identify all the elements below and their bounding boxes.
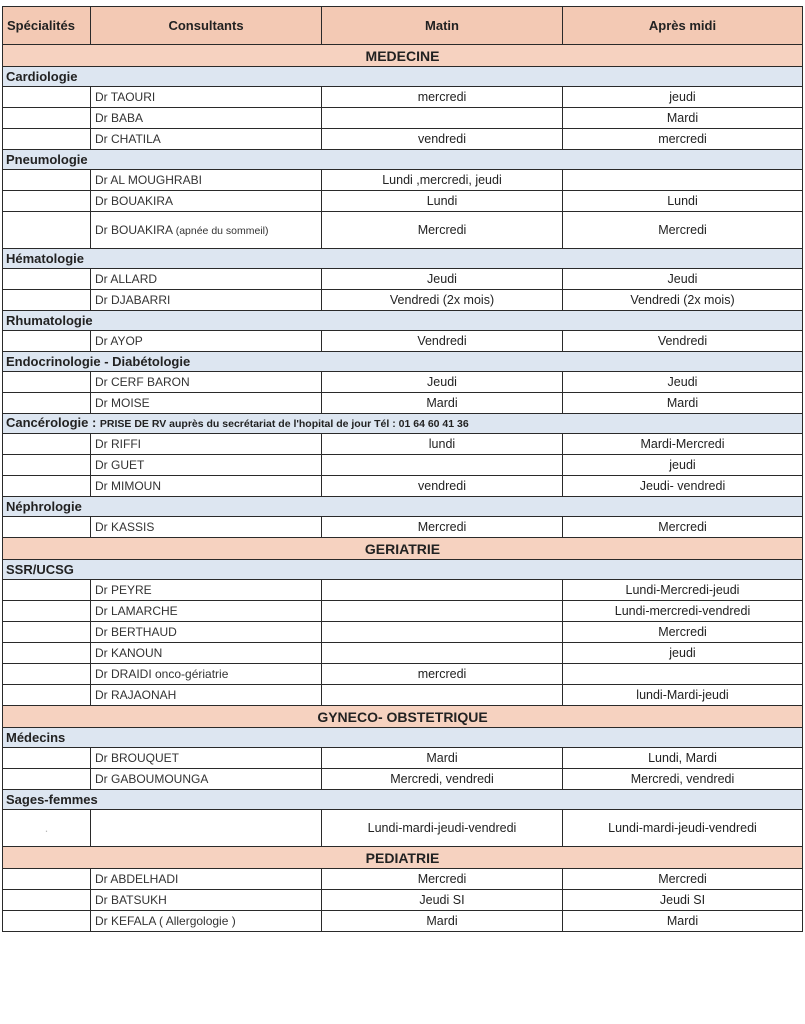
consultant-row xyxy=(3,191,803,212)
specialty-blank-cell xyxy=(3,911,91,932)
specialty-blank-cell xyxy=(3,290,91,311)
consultant-row xyxy=(3,212,803,249)
consultant-row xyxy=(3,664,803,685)
apres-midi-cell: Jeudi- vendredi xyxy=(563,476,803,497)
apres-midi-cell: jeudi xyxy=(563,87,803,108)
consultant-name-text: Dr CHATILA xyxy=(95,132,161,146)
specialty-row xyxy=(3,414,803,434)
specialty-blank-cell xyxy=(3,393,91,414)
consultant-name xyxy=(91,434,322,455)
consultant-name xyxy=(91,87,322,108)
consultant-row xyxy=(3,372,803,393)
specialty-blank-cell xyxy=(3,476,91,497)
matin-cell: Vendredi (2x mois) xyxy=(322,290,563,311)
header-matin: Matin xyxy=(322,7,563,45)
specialty-blank-cell xyxy=(3,191,91,212)
specialty-row xyxy=(3,311,803,331)
apres-midi-cell: Jeudi xyxy=(563,372,803,393)
apres-midi-cell xyxy=(563,664,803,685)
consultant-name-text: Dr LAMARCHE xyxy=(95,604,178,618)
specialty-name: Néphrologie xyxy=(6,498,82,514)
specialty-row xyxy=(3,67,803,87)
consultant-name-text: Dr ABDELHADI xyxy=(95,872,179,886)
specialty-name: Rhumatologie xyxy=(6,312,93,328)
matin-cell: Mercredi xyxy=(322,517,563,538)
apres-midi-cell: Vendredi xyxy=(563,331,803,352)
consultant-row xyxy=(3,911,803,932)
section-row xyxy=(3,538,803,560)
consultant-name xyxy=(91,290,322,311)
consultant-row xyxy=(3,685,803,706)
consultant-name-text: Dr TAOURI xyxy=(95,90,156,104)
consultant-row xyxy=(3,622,803,643)
apres-midi-cell: Mardi xyxy=(563,393,803,414)
consultant-row xyxy=(3,517,803,538)
consultant-name xyxy=(91,622,322,643)
apres-midi-cell: lundi-Mardi-jeudi xyxy=(563,685,803,706)
specialty-blank-cell xyxy=(3,643,91,664)
consultant-name xyxy=(91,372,322,393)
consultant-row xyxy=(3,434,803,455)
specialty-cell xyxy=(3,150,803,170)
matin-cell: Lundi xyxy=(322,191,563,212)
apres-midi-cell: Lundi, Mardi xyxy=(563,748,803,769)
specialty-name: Sages-femmes xyxy=(6,791,98,807)
matin-cell: Lundi ,mercredi, jeudi xyxy=(322,170,563,191)
matin-cell: Mardi xyxy=(322,748,563,769)
specialty-row xyxy=(3,150,803,170)
consultant-row xyxy=(3,269,803,290)
specialty-blank-cell xyxy=(3,455,91,476)
consultant-name xyxy=(91,191,322,212)
consultant-row xyxy=(3,393,803,414)
consultant-name-text: Dr AL MOUGHRABI xyxy=(95,173,202,187)
specialty-blank-cell xyxy=(3,622,91,643)
matin-cell: mercredi xyxy=(322,664,563,685)
consultant-name-text: Dr DJABARRI xyxy=(95,293,171,307)
specialty-row xyxy=(3,790,803,810)
section-row xyxy=(3,706,803,728)
specialty-blank-cell xyxy=(3,87,91,108)
consultant-name xyxy=(91,269,322,290)
specialty-name: Médecins xyxy=(6,729,66,745)
matin-cell: mercredi xyxy=(322,87,563,108)
specialty-name: Hématologie xyxy=(6,250,85,266)
apres-midi-cell: Lundi-Mercredi-jeudi xyxy=(563,580,803,601)
consultant-row xyxy=(3,810,803,847)
consultant-name-text: Dr BATSUKH xyxy=(95,893,167,907)
matin-cell: Lundi-mardi-jeudi-vendredi xyxy=(322,810,563,847)
consultant-name-text: Dr BABA xyxy=(95,111,144,125)
specialty-cell xyxy=(3,67,803,87)
matin-cell: Mercredi, vendredi xyxy=(322,769,563,790)
specialty-cell xyxy=(3,352,803,372)
consultant-name xyxy=(91,810,322,847)
specialty-blank-cell xyxy=(3,580,91,601)
scan-mark: . xyxy=(44,821,49,835)
consultant-name xyxy=(91,769,322,790)
consultant-name xyxy=(91,911,322,932)
apres-midi-cell: Mercredi xyxy=(563,622,803,643)
specialty-cell xyxy=(3,560,803,580)
consultant-name-text: Dr GUET xyxy=(95,458,145,472)
header-row xyxy=(3,7,803,45)
apres-midi-cell: Lundi-mardi-jeudi-vendredi xyxy=(563,810,803,847)
consultant-note: (apnée du sommeil) xyxy=(175,224,269,237)
specialty-blank-cell xyxy=(3,810,91,847)
consultant-name xyxy=(91,476,322,497)
header-specialites: Spécialités xyxy=(3,7,91,45)
consultant-row xyxy=(3,869,803,890)
apres-midi-cell: Mercredi, vendredi xyxy=(563,769,803,790)
specialty-name: Pneumologie xyxy=(6,151,88,167)
consultant-name-text: Dr RIFFI xyxy=(95,437,141,451)
specialty-blank-cell xyxy=(3,769,91,790)
apres-midi-cell: Jeudi SI xyxy=(563,890,803,911)
specialty-blank-cell xyxy=(3,434,91,455)
apres-midi-cell: Mardi-Mercredi xyxy=(563,434,803,455)
apres-midi-cell: Mardi xyxy=(563,108,803,129)
consultant-name xyxy=(91,580,322,601)
consultant-row xyxy=(3,748,803,769)
specialty-blank-cell xyxy=(3,748,91,769)
consultant-name xyxy=(91,331,322,352)
consultant-name xyxy=(91,170,322,191)
matin-cell: vendredi xyxy=(322,476,563,497)
specialty-blank-cell xyxy=(3,129,91,150)
apres-midi-cell: Mercredi xyxy=(563,212,803,249)
consultant-name xyxy=(91,129,322,150)
consultant-row xyxy=(3,890,803,911)
consultant-name xyxy=(91,869,322,890)
consultant-row xyxy=(3,601,803,622)
apres-midi-cell: Vendredi (2x mois) xyxy=(563,290,803,311)
consultant-name xyxy=(91,890,322,911)
consultant-name xyxy=(91,685,322,706)
consultant-row xyxy=(3,170,803,191)
consultant-name-text: Dr GABOUMOUNGA xyxy=(95,772,209,786)
matin-cell: Mardi xyxy=(322,911,563,932)
consultant-row xyxy=(3,108,803,129)
specialty-name: Cancérologie : xyxy=(6,415,97,430)
matin-cell: Vendredi xyxy=(322,331,563,352)
schedule-document xyxy=(2,6,802,932)
specialty-blank-cell xyxy=(3,685,91,706)
consultant-name-text: Dr MIMOUN xyxy=(95,479,161,493)
matin-cell: Mardi xyxy=(322,393,563,414)
consultant-name-text: Dr KASSIS xyxy=(95,520,155,534)
consultant-name xyxy=(91,517,322,538)
consultant-name-text: Dr ALLARD xyxy=(95,272,158,286)
header-consultants: Consultants xyxy=(91,7,322,45)
apres-midi-cell: mercredi xyxy=(563,129,803,150)
consultant-row xyxy=(3,580,803,601)
consultant-name-text: Dr BROUQUET xyxy=(95,751,179,765)
specialty-cell xyxy=(3,249,803,269)
specialty-cell xyxy=(3,728,803,748)
specialty-name: SSR/UCSG xyxy=(6,561,74,577)
matin-cell xyxy=(322,580,563,601)
matin-cell: lundi xyxy=(322,434,563,455)
specialty-row xyxy=(3,560,803,580)
specialty-blank-cell xyxy=(3,108,91,129)
section-title: GYNECO- OBSTETRIQUE xyxy=(3,706,803,728)
consultant-name-text: Dr CERF BARON xyxy=(95,375,190,389)
specialty-blank-cell xyxy=(3,869,91,890)
section-title: PEDIATRIE xyxy=(3,847,803,869)
consultant-name-text: Dr RAJAONAH xyxy=(95,688,177,702)
consultant-name xyxy=(91,212,322,249)
consultant-name-text: Dr BOUAKIRA xyxy=(95,222,173,237)
consultant-name xyxy=(91,108,322,129)
specialty-blank-cell xyxy=(3,170,91,191)
section-row xyxy=(3,847,803,869)
consultant-name-text: Dr KANOUN xyxy=(95,646,163,660)
consultant-name-text: Dr BERTHAUD xyxy=(95,625,177,639)
section-row xyxy=(3,45,803,67)
specialty-cell xyxy=(3,497,803,517)
matin-cell xyxy=(322,601,563,622)
consultant-name-text: Dr KEFALA ( Allergologie ) xyxy=(95,914,236,928)
consultant-name xyxy=(91,643,322,664)
matin-cell: Mercredi xyxy=(322,869,563,890)
consultant-row xyxy=(3,455,803,476)
matin-cell xyxy=(322,643,563,664)
specialty-name: Endocrinologie - Diabétologie xyxy=(6,353,191,369)
specialty-note: PRISE DE RV auprès du secrétariat de l'hopital de jour Tél : 01 64 60 41 36 xyxy=(99,418,469,430)
consultation-table xyxy=(2,6,803,932)
consultant-name xyxy=(91,601,322,622)
matin-cell: Mercredi xyxy=(322,212,563,249)
specialty-blank-cell xyxy=(3,372,91,393)
section-title: MEDECINE xyxy=(3,45,803,67)
apres-midi-cell: jeudi xyxy=(563,643,803,664)
consultant-name xyxy=(91,664,322,685)
consultant-row xyxy=(3,129,803,150)
consultant-row xyxy=(3,331,803,352)
consultant-name xyxy=(91,393,322,414)
apres-midi-cell: Mercredi xyxy=(563,517,803,538)
apres-midi-cell: Mercredi xyxy=(563,869,803,890)
specialty-cell xyxy=(3,790,803,810)
apres-midi-cell: Jeudi xyxy=(563,269,803,290)
header-apres-midi: Après midi xyxy=(563,7,803,45)
specialty-name: Cardiologie xyxy=(6,68,78,84)
matin-cell xyxy=(322,685,563,706)
specialty-blank-cell xyxy=(3,212,91,249)
specialty-row xyxy=(3,728,803,748)
consultant-name xyxy=(91,455,322,476)
specialty-blank-cell xyxy=(3,601,91,622)
specialty-blank-cell xyxy=(3,664,91,685)
consultant-row xyxy=(3,476,803,497)
specialty-row xyxy=(3,249,803,269)
matin-cell xyxy=(322,455,563,476)
consultant-row xyxy=(3,290,803,311)
specialty-cell xyxy=(3,311,803,331)
consultant-name-text: Dr PEYRE xyxy=(95,583,152,597)
consultant-name-text: Dr MOISE xyxy=(95,396,150,410)
matin-cell: vendredi xyxy=(322,129,563,150)
specialty-row xyxy=(3,352,803,372)
apres-midi-cell: Lundi-mercredi-vendredi xyxy=(563,601,803,622)
consultant-name-text: Dr DRAIDI onco-gériatrie xyxy=(95,667,229,681)
consultant-row xyxy=(3,87,803,108)
matin-cell: Jeudi xyxy=(322,269,563,290)
consultant-row xyxy=(3,769,803,790)
specialty-blank-cell xyxy=(3,269,91,290)
matin-cell xyxy=(322,622,563,643)
apres-midi-cell xyxy=(563,170,803,191)
specialty-row xyxy=(3,497,803,517)
specialty-blank-cell xyxy=(3,890,91,911)
consultant-name-text: Dr AYOP xyxy=(95,334,143,348)
section-title: GERIATRIE xyxy=(3,538,803,560)
specialty-blank-cell xyxy=(3,331,91,352)
consultant-row xyxy=(3,643,803,664)
specialty-cell xyxy=(3,414,803,434)
consultant-name-text: Dr BOUAKIRA xyxy=(95,194,174,208)
matin-cell xyxy=(322,108,563,129)
consultant-name xyxy=(91,748,322,769)
apres-midi-cell: Mardi xyxy=(563,911,803,932)
apres-midi-cell: jeudi xyxy=(563,455,803,476)
matin-cell: Jeudi xyxy=(322,372,563,393)
matin-cell: Jeudi SI xyxy=(322,890,563,911)
specialty-blank-cell xyxy=(3,517,91,538)
apres-midi-cell: Lundi xyxy=(563,191,803,212)
